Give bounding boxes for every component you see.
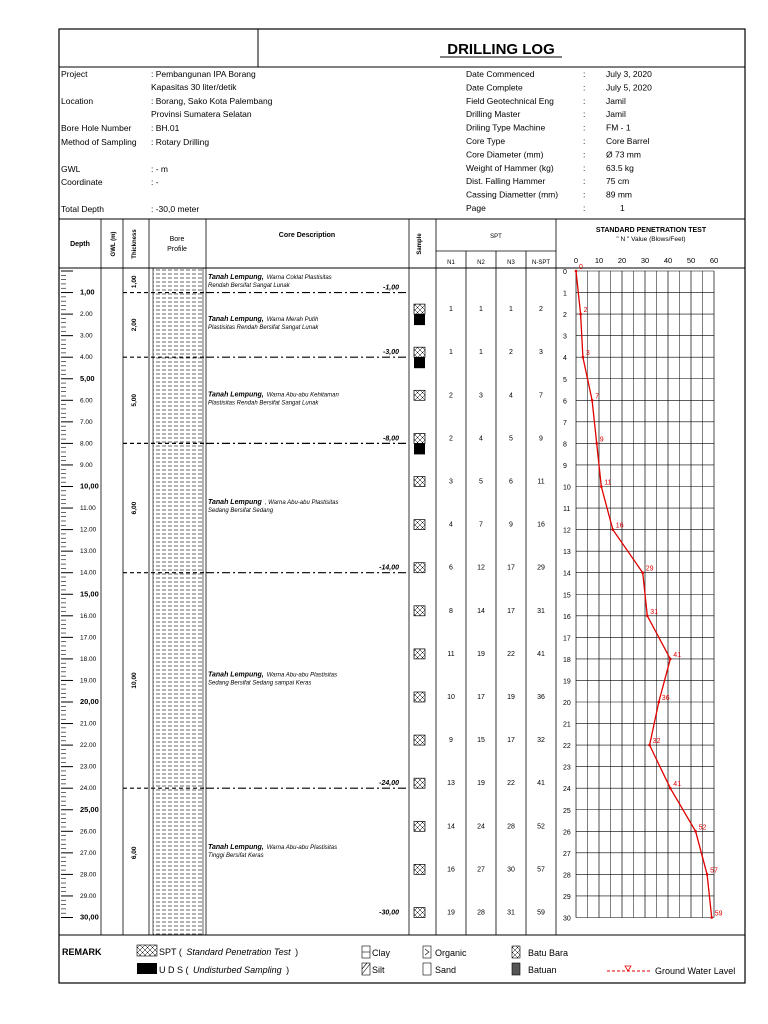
depth-label: 3.00 xyxy=(80,332,93,340)
spt-n1: 8 xyxy=(449,607,453,615)
chart-y-tick: 0 xyxy=(563,269,567,276)
col-profile-header: Profile xyxy=(167,246,187,253)
spt-sample-icon xyxy=(414,433,425,443)
depth-label: 15,00 xyxy=(80,589,99,599)
spt-n-label: 57 xyxy=(710,867,718,875)
spt-n-point xyxy=(694,830,697,833)
spt-nspt: 41 xyxy=(537,650,545,658)
spt-n3: 31 xyxy=(507,909,515,917)
header-right-label: Core Type xyxy=(466,136,506,146)
spt-n1: 2 xyxy=(449,435,453,443)
layer-description: Tanah Lempung, Warna Coklat Plastisitas xyxy=(208,274,332,281)
spt-sample-icon xyxy=(414,864,425,874)
layer-thickness: 2,00 xyxy=(131,318,138,332)
layer-thickness: 5,00 xyxy=(131,393,138,407)
layer-description: Tanah Lempung , Warna Abu-abu Plastisitas xyxy=(208,499,339,507)
spt-sample-icon xyxy=(414,520,425,530)
page-title: DRILLING LOG xyxy=(447,41,555,58)
spt-n-point xyxy=(579,313,582,316)
spt-n2: 1 xyxy=(479,306,483,314)
spt-sample-icon xyxy=(414,606,425,616)
spt-n-label: 16 xyxy=(615,522,624,530)
depth-label: 7.00 xyxy=(80,418,93,426)
chart-y-tick: 10 xyxy=(563,484,571,492)
spt-n-point xyxy=(669,787,672,790)
col-spt-header: SPT xyxy=(490,234,502,240)
batuan-symbol-icon xyxy=(512,963,520,975)
depth-label: 1,00 xyxy=(80,287,95,297)
col-core-description-header: Core Description xyxy=(278,232,336,239)
spt-n-point xyxy=(600,485,603,488)
spt-sample-icon xyxy=(414,347,425,357)
spt-nspt: 16 xyxy=(537,521,545,529)
col-bore-header: Bore xyxy=(169,236,185,243)
header-left-value: : - m xyxy=(151,164,168,174)
depth-label: 14.00 xyxy=(80,569,97,577)
chart-y-tick: 24 xyxy=(563,786,571,794)
layer-description: Tanah Lempung, Warna Abu-abu Plastisitas xyxy=(208,843,338,851)
depth-label: 16.00 xyxy=(80,612,97,620)
header-right-colon: : xyxy=(583,176,586,187)
depth-label: 19.00 xyxy=(80,677,97,685)
spt-n-point xyxy=(706,873,709,876)
header-left-label: Coordinate xyxy=(61,177,103,187)
remark-uds: U D S ( Undisturbed Sampling ) xyxy=(159,965,290,975)
organic-symbol-icon xyxy=(423,946,431,958)
spt-n-label: 52 xyxy=(698,824,707,832)
spt-nspt: 41 xyxy=(537,780,545,788)
spt-rows xyxy=(414,304,545,917)
header-right-label: Date Complete xyxy=(466,82,523,93)
spt-n-point xyxy=(612,528,615,531)
spt-n-point xyxy=(669,658,672,661)
header-left-value: : Borang, Sako Kota Palembang xyxy=(151,96,273,106)
depth-label: 28.00 xyxy=(80,871,97,879)
header-right-label: Page xyxy=(466,203,486,213)
layer-end-depth: -14,00 xyxy=(379,564,399,572)
header-right-label: Weight of Hammer (kg) xyxy=(466,162,554,173)
chart-y-tick: 9 xyxy=(563,462,567,470)
col-n3-header: N3 xyxy=(507,260,515,266)
spt-sample-icon xyxy=(414,390,425,400)
chart-y-tick: 22 xyxy=(563,743,571,751)
spt-n-point xyxy=(595,442,598,445)
spt-nspt: 11 xyxy=(537,478,545,486)
depth-label: 25,00 xyxy=(80,804,99,814)
spt-n-label: 2 xyxy=(583,307,588,315)
spt-chart xyxy=(563,256,723,923)
spt-nspt: 52 xyxy=(537,823,545,831)
header-right-value: 75 cm xyxy=(606,176,630,187)
chart-y-tick: 21 xyxy=(563,721,571,729)
spt-n2: 27 xyxy=(477,866,485,874)
spt-n-label: 32 xyxy=(652,738,661,746)
header-left-label: Total Depth xyxy=(61,204,104,214)
spt-n2: 15 xyxy=(477,737,485,745)
spt-n2: 7 xyxy=(479,521,483,529)
spt-nspt: 31 xyxy=(537,607,545,615)
header-left-value: : Rotary Drilling xyxy=(151,137,210,147)
spt-n3: 28 xyxy=(507,823,515,831)
spt-n3: 22 xyxy=(507,780,515,788)
header-left-label: Location xyxy=(61,96,94,106)
spt-n3: 1 xyxy=(509,306,513,314)
header-left-label: Bore Hole Number xyxy=(61,123,132,133)
spt-sample-icon xyxy=(414,821,425,831)
spt-sample-icon xyxy=(414,563,425,573)
spt-n2: 24 xyxy=(477,823,485,831)
spt-n-point xyxy=(575,270,578,273)
spt-n3: 30 xyxy=(507,866,515,874)
uds-symbol-icon xyxy=(137,963,157,974)
chart-x-tick: 0 xyxy=(573,256,579,265)
col-n2-header: N2 xyxy=(477,260,485,266)
spt-n1: 2 xyxy=(449,392,453,400)
spt-n2: 14 xyxy=(477,607,485,615)
batu-bara-symbol-icon xyxy=(512,946,520,958)
col-sample-header: Sample xyxy=(417,233,423,255)
bore-profile-clay xyxy=(153,268,203,935)
chart-y-tick: 27 xyxy=(563,850,571,858)
spt-n2: 12 xyxy=(477,564,485,572)
spt-nspt: 3 xyxy=(539,349,543,357)
spt-n3: 2 xyxy=(509,349,513,357)
depth-label: 6.00 xyxy=(80,397,93,405)
chart-x-tick: 60 xyxy=(709,256,719,265)
layer-thickness: 1,00 xyxy=(131,275,138,289)
spt-n1: 16 xyxy=(447,866,455,874)
spt-n-label: 36 xyxy=(661,695,670,702)
spt-n3: 17 xyxy=(507,607,515,615)
spt-sample-icon xyxy=(414,304,425,314)
remark-batu-bara: Batu Bara xyxy=(528,948,569,958)
chart-y-tick: 8 xyxy=(563,441,567,449)
spt-n-point xyxy=(648,744,651,747)
spt-nspt: 36 xyxy=(537,694,545,701)
spt-n-label: 59 xyxy=(714,910,723,918)
chart-y-tick: 4 xyxy=(563,355,567,363)
remark-batuan: Batuan xyxy=(528,965,557,975)
header-left-value: : -30,0 meter xyxy=(151,204,200,214)
spt-n1: 3 xyxy=(449,478,453,486)
spt-n-point xyxy=(658,701,661,704)
spt-n3: 17 xyxy=(507,737,515,745)
layer-end-depth: -1,00 xyxy=(383,284,399,292)
spt-n1: 19 xyxy=(447,909,455,917)
depth-label: 17.00 xyxy=(80,634,97,642)
spt-n-label: 41 xyxy=(673,781,682,789)
header-right-colon: : xyxy=(583,149,586,160)
layer-end-depth: -24,00 xyxy=(379,780,399,788)
chart-y-tick: 7 xyxy=(563,419,567,427)
remark-legend xyxy=(62,945,735,976)
chart-x-tick: 20 xyxy=(617,256,627,265)
chart-y-tick: 29 xyxy=(563,893,571,901)
spt-n2: 28 xyxy=(477,909,485,917)
remark-sand: Sand xyxy=(435,965,457,975)
chart-x-tick: 10 xyxy=(594,256,604,265)
spt-n3: 22 xyxy=(507,650,515,658)
layer-description: Tanah Lempung, Warna Merah Putih xyxy=(208,315,319,323)
chart-x-tick: 40 xyxy=(663,256,673,265)
spt-n3: 19 xyxy=(507,694,515,701)
spt-n3: 9 xyxy=(509,521,513,529)
spt-sample-icon xyxy=(414,692,425,702)
depth-label: 26.00 xyxy=(80,828,97,836)
uds-sample-icon xyxy=(414,443,425,454)
spt-n-point xyxy=(641,571,644,574)
spt-n3: 6 xyxy=(509,478,513,486)
header-left-value: : Pembangunan IPA Borang xyxy=(151,69,256,79)
header-right-colon: : xyxy=(583,189,586,200)
col-gwl-header: GWL (m) xyxy=(111,231,117,257)
depth-label: 2.00 xyxy=(80,311,93,319)
spt-n2: 3 xyxy=(479,392,483,400)
layer-description: Tanah Lempung, Warna Abu-abu Plastisitas xyxy=(208,671,338,679)
chart-y-tick: 16 xyxy=(563,613,571,621)
spt-nspt: 29 xyxy=(537,564,545,572)
header-right-colon: : xyxy=(583,162,586,173)
spt-n-point xyxy=(646,615,649,618)
depth-label: 13.00 xyxy=(80,548,97,556)
spt-sample-icon xyxy=(414,908,425,918)
header-left-value: Provinsi Sumatera Selatan xyxy=(151,109,252,119)
spt-n3: 4 xyxy=(509,392,513,400)
spt-sample-icon xyxy=(414,778,425,788)
header-right xyxy=(466,69,652,213)
spt-n1: 11 xyxy=(447,650,455,658)
spt-nspt: 32 xyxy=(537,737,545,745)
header-right-label: Drilling Master xyxy=(466,109,521,120)
layer-description-line2: Sedang Bersifat Sedang sampai Keras xyxy=(208,680,312,687)
chart-y-tick: 14 xyxy=(563,570,571,578)
spt-n2: 19 xyxy=(477,780,485,788)
spt-nspt: 9 xyxy=(539,435,543,443)
header-right-value: July 5, 2020 xyxy=(606,82,652,93)
remark-label: REMARK xyxy=(62,947,102,957)
chart-y-tick: 17 xyxy=(563,635,571,643)
header-left-value: Kapasitas 30 liter/detik xyxy=(151,82,237,92)
layer-description-line2: Plastisitas Rendah Bersifat Sangat Lunak xyxy=(208,324,319,331)
depth-label: 29.00 xyxy=(80,892,97,900)
chart-y-tick: 23 xyxy=(563,764,571,772)
header-right-label: Date Commenced xyxy=(466,69,535,79)
header-right-colon: : xyxy=(583,136,586,146)
spt-nspt: 59 xyxy=(537,909,545,917)
chart-y-tick: 18 xyxy=(563,656,571,664)
chart-y-tick: 28 xyxy=(563,872,571,880)
chart-y-tick: 25 xyxy=(563,807,571,815)
spt-n2: 19 xyxy=(477,650,485,658)
chart-y-tick: 6 xyxy=(563,398,567,406)
spt-nspt: 7 xyxy=(539,392,543,400)
spt-n1: 9 xyxy=(449,737,453,745)
header-right-value: 1 xyxy=(620,203,625,213)
chart-y-tick: 15 xyxy=(563,592,571,600)
depth-label: 10,00 xyxy=(80,481,99,491)
chart-y-tick: 19 xyxy=(563,678,571,686)
header-right-value: Ø 73 mm xyxy=(606,149,641,160)
remark-clay: Clay xyxy=(372,948,391,958)
depth-label: 8.00 xyxy=(80,440,93,448)
header-right-colon: : xyxy=(583,203,586,213)
spt-sample-icon xyxy=(414,649,425,659)
header-left-label: Project xyxy=(61,69,88,79)
spt-nspt: 2 xyxy=(539,306,543,314)
spt-sample-icon xyxy=(414,735,425,745)
spt-n1: 1 xyxy=(449,306,453,314)
remark-organic: Organic xyxy=(435,948,467,958)
layer-description-line2: Tinggi Bersifat Keras xyxy=(208,852,264,859)
header-right-label: Driling Type Machine xyxy=(466,122,546,133)
header-left-label: GWL xyxy=(61,164,81,174)
spt-n-point xyxy=(582,356,585,359)
chart-x-tick: 30 xyxy=(640,256,650,265)
col-thickness-header: Thickness xyxy=(132,229,138,259)
header-right-value: July 3, 2020 xyxy=(606,69,652,79)
header-right-colon: : xyxy=(583,69,586,79)
spt-n1: 6 xyxy=(449,564,453,572)
spt-n2: 5 xyxy=(479,478,483,486)
chart-y-tick: 20 xyxy=(563,700,571,707)
depth-label: 5,00 xyxy=(80,373,95,383)
depth-label: 18.00 xyxy=(80,655,97,663)
spt-n-point xyxy=(591,399,594,402)
spt-n-label: 3 xyxy=(585,350,590,358)
chart-y-tick: 2 xyxy=(563,312,567,320)
spt-n-label: 29 xyxy=(645,565,654,573)
spt-n-label: 7 xyxy=(595,393,600,401)
depth-label: 20,00 xyxy=(80,697,99,706)
spt-n2: 4 xyxy=(479,435,483,443)
header-left-value: : BH.01 xyxy=(151,123,180,133)
depth-label: 12.00 xyxy=(80,526,97,534)
header-left-label: Method of Sampling xyxy=(61,137,137,147)
header-right-value: Jamil xyxy=(606,95,626,106)
spt-n2: 17 xyxy=(477,694,485,701)
spt-n-label: 31 xyxy=(650,608,659,616)
col-depth-header: Depth xyxy=(70,241,90,248)
chart-y-tick: 1 xyxy=(563,290,567,298)
spt-n-label: 41 xyxy=(673,651,682,659)
layer-thickness: 6,00 xyxy=(131,501,138,515)
header-right-label: Field Geotechnical Eng xyxy=(466,95,554,106)
depth-label: 30,00 xyxy=(80,912,99,922)
chart-y-tick: 30 xyxy=(563,915,571,923)
header-right-colon: : xyxy=(583,122,586,133)
spt-n-label: 9 xyxy=(599,436,604,444)
spt-n-label: 11 xyxy=(604,479,612,487)
layer-description-line2: Plastisitas Rendah Bersifat Sangat Lunak xyxy=(208,400,319,407)
layer-end-depth: -3,00 xyxy=(383,349,399,357)
layer-description-line2: Sedang Bersifat Sedang xyxy=(208,508,274,515)
depth-label: 27.00 xyxy=(80,849,97,857)
depth-label: 23.00 xyxy=(80,763,97,771)
header-right-value: Jamil xyxy=(606,109,626,120)
gwl-marker-icon xyxy=(625,966,631,971)
remark-silt: Silt xyxy=(372,965,385,975)
depth-label: 9.00 xyxy=(80,461,93,469)
depth-scale xyxy=(61,271,99,922)
layer-end-depth: -30,00 xyxy=(379,909,399,917)
layer-thickness: 6,00 xyxy=(131,846,138,860)
header-right-value: Core Barrel xyxy=(606,136,650,146)
spt-sample-icon xyxy=(414,477,425,487)
spt-n3: 17 xyxy=(507,564,515,572)
header-right-colon: : xyxy=(583,109,586,120)
sand-symbol-icon xyxy=(423,963,431,975)
layer-description-line2: Rendah Bersifat Sangat Lunak xyxy=(208,283,290,289)
header-right-label: Cassing Diametter (mm) xyxy=(466,189,559,200)
header-right-label: Dist. Falling Hammer xyxy=(466,176,546,187)
spt-n1: 4 xyxy=(449,521,453,529)
layer-description: Tanah Lempung, Warna Abu-abu Kehitaman xyxy=(208,391,339,399)
chart-y-tick: 3 xyxy=(563,333,567,341)
spt-nspt: 57 xyxy=(537,866,545,874)
depth-label: 22.00 xyxy=(80,742,97,750)
uds-sample-icon xyxy=(414,357,425,368)
chart-y-tick: 12 xyxy=(563,527,571,535)
depth-label: 4.00 xyxy=(80,354,93,362)
layer-end-depth: -8,00 xyxy=(383,435,399,443)
col-nspt-header: N-SPT xyxy=(532,260,550,266)
header-right-value: 89 mm xyxy=(606,189,632,200)
header-right-colon: : xyxy=(583,95,586,106)
spt-n3: 5 xyxy=(509,435,513,443)
chart-y-tick: 26 xyxy=(563,829,571,837)
spt-n1: 14 xyxy=(447,823,455,831)
header-right-label: Core Diameter (mm) xyxy=(466,149,544,160)
spt-n1: 10 xyxy=(447,694,455,701)
uds-sample-icon xyxy=(414,314,425,325)
chart-y-tick: 13 xyxy=(563,549,571,557)
spt-n-label: 0 xyxy=(579,264,583,271)
chart-y-tick: 11 xyxy=(563,506,571,514)
depth-label: 24.00 xyxy=(80,785,97,793)
depth-label: 11.00 xyxy=(80,505,96,513)
spt-chart-title: STANDARD PENETRATION TEST xyxy=(595,227,707,234)
header-left-value: : - xyxy=(151,177,159,187)
spt-n2: 1 xyxy=(479,349,483,357)
header-right-colon: : xyxy=(583,82,586,93)
header-right-value: 63.5 kg xyxy=(606,162,634,173)
chart-x-tick: 50 xyxy=(686,256,696,265)
spt-n1: 13 xyxy=(447,780,455,788)
spt-chart-subtitle: " N " Value (Blows/Feet) xyxy=(616,236,686,243)
spt-n1: 1 xyxy=(449,349,453,357)
remark-gwl: Ground Water Lavel xyxy=(655,966,736,976)
chart-y-tick: 5 xyxy=(563,376,567,384)
remark-spt: SPT ( Standard Penetration Test ) xyxy=(159,947,299,957)
depth-label: 21.00 xyxy=(80,720,97,728)
header-left xyxy=(61,69,273,214)
layer-thickness: 10,00 xyxy=(131,672,138,689)
header-right-value: FM - 1 xyxy=(606,122,631,133)
col-n1-header: N1 xyxy=(447,260,455,266)
spt-n-point xyxy=(710,916,713,919)
spt-symbol-icon xyxy=(137,945,157,956)
